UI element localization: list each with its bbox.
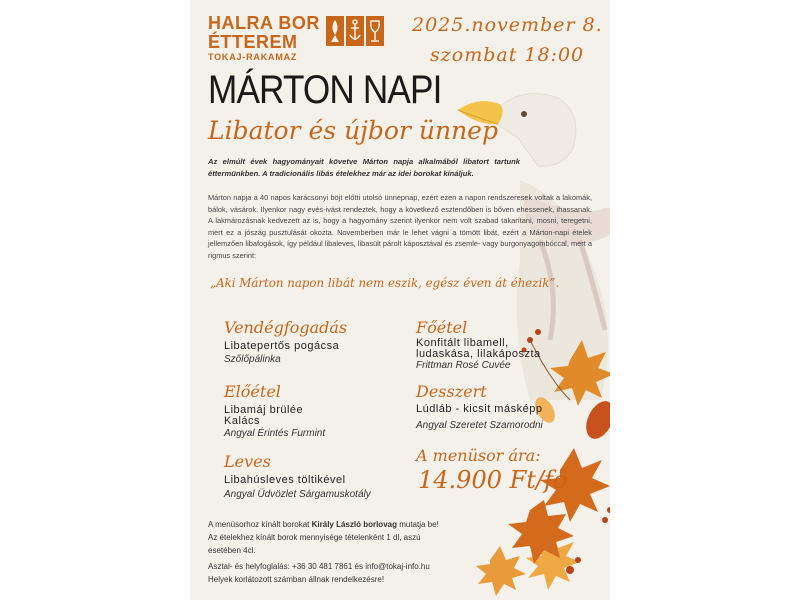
footer-line-2: Az ételekhez kínált borok mennyisége tételenként 1 dl, aszú xyxy=(208,533,421,542)
event-time: szombat 18:00 xyxy=(430,44,585,66)
course-wine-dessert: Angyal Szeretet Szamorodni xyxy=(416,420,543,431)
poster-subtitle: Libator és újbor ünnep xyxy=(208,116,498,145)
course-title-welcome: Vendégfogadás xyxy=(224,318,348,337)
course-dish-soup: Libahúsleves töltikével xyxy=(224,474,346,486)
history-paragraph: Márton napja a 40 napos karácsonyi böjt előtti utolsó ünnepnap, ezért ezen a napon rendszeresek voltak a lakomák, bálok, vásárok. Ilyenkor nagy evés-ivást rendeztek, hogy a következő esztendőben is bőven ehessenek, ihassanak. A lakmározásnak kedvezett az is, hogy a hagyomány szerint ilyenkor nem volt szabad takarítani, mosni, teregetni, mert ez a jószág pusztulását okozta. Novemberben már le lehet vágni a tömött libát, ezért a Márton-napi ételek jellemzően libafogások, így például libaleves, libasült párolt káposztával és zsemle- vagy burgonyagombóccal, mert a rigmus szerint: xyxy=(208,193,592,260)
logo-text xyxy=(208,14,320,62)
logo-line-1: HALRA BOR xyxy=(208,13,320,33)
logo-line-3: TOKAJ-RAKAMAZ xyxy=(208,52,298,62)
anchor-icon xyxy=(346,16,364,46)
course-title-soup: Leves xyxy=(224,452,271,471)
course-wine-main: Frittman Rosé Cuvée xyxy=(416,360,511,371)
event-date: 2025.november 8. xyxy=(412,14,603,36)
course-title-main: Főétel xyxy=(416,318,468,337)
course-wine-welcome: Szőlőpálinka xyxy=(224,354,281,365)
course-dish-dessert: Lúdláb - kicsit másképp xyxy=(416,403,543,415)
fish-icon xyxy=(326,16,344,46)
price-label: A menüsor ára: xyxy=(416,446,541,465)
course-dish-welcome: Libatepertős pogácsa xyxy=(224,340,340,352)
course-wine-soup: Angyal Üdvözlet Sárgamuskotály xyxy=(224,489,371,500)
course-dish-starter: Libamáj brülée Kalács xyxy=(224,404,304,427)
rhyme-quote: „Aki Márton napon libát nem eszik, egész éven át éhezik”. xyxy=(210,276,560,290)
intro-paragraph: Az elmúlt évek hagyományait követve Márton napja alkalmából libatort tartunk éttermünkben. A tradicionális libás ételekhez már az idei borokat kínáljuk. xyxy=(208,157,520,178)
course-dish-main: Konfitált libamell, ludaskása, lilakáposzta xyxy=(416,337,541,360)
footer-line-3: esetében 4cl. xyxy=(208,546,256,555)
autumn-leaves-bottom-decoration xyxy=(470,500,590,600)
wine-glass-icon xyxy=(366,16,384,46)
footer-booking-info: Asztal- és helyfoglalás: +36 30 481 7861 és info@tokaj-info.hu xyxy=(208,562,430,571)
course-title-dessert: Desszert xyxy=(416,382,487,401)
price-value: 14.900 Ft/fő xyxy=(418,466,568,494)
footer-limited-seats: Helyek korlátozott számban állnak rendelkezésre! xyxy=(208,575,385,584)
event-poster xyxy=(190,0,610,600)
restaurant-logo xyxy=(208,14,398,62)
logo-icons xyxy=(326,16,384,46)
poster-title: MÁRTON NAPI xyxy=(208,68,442,112)
course-title-starter: Előétel xyxy=(224,382,281,401)
footer-line-1-pre: A menüsorhoz kínált borokat xyxy=(208,520,312,529)
footer-line-1 xyxy=(208,520,439,529)
footer-line-1-post: mutatja be! xyxy=(396,520,439,529)
footer-sommelier-name: Király László borlovag xyxy=(311,520,397,529)
course-wine-starter: Angyal Érintés Furmint xyxy=(224,428,326,439)
logo-line-2: ÉTTEREM xyxy=(208,32,298,52)
